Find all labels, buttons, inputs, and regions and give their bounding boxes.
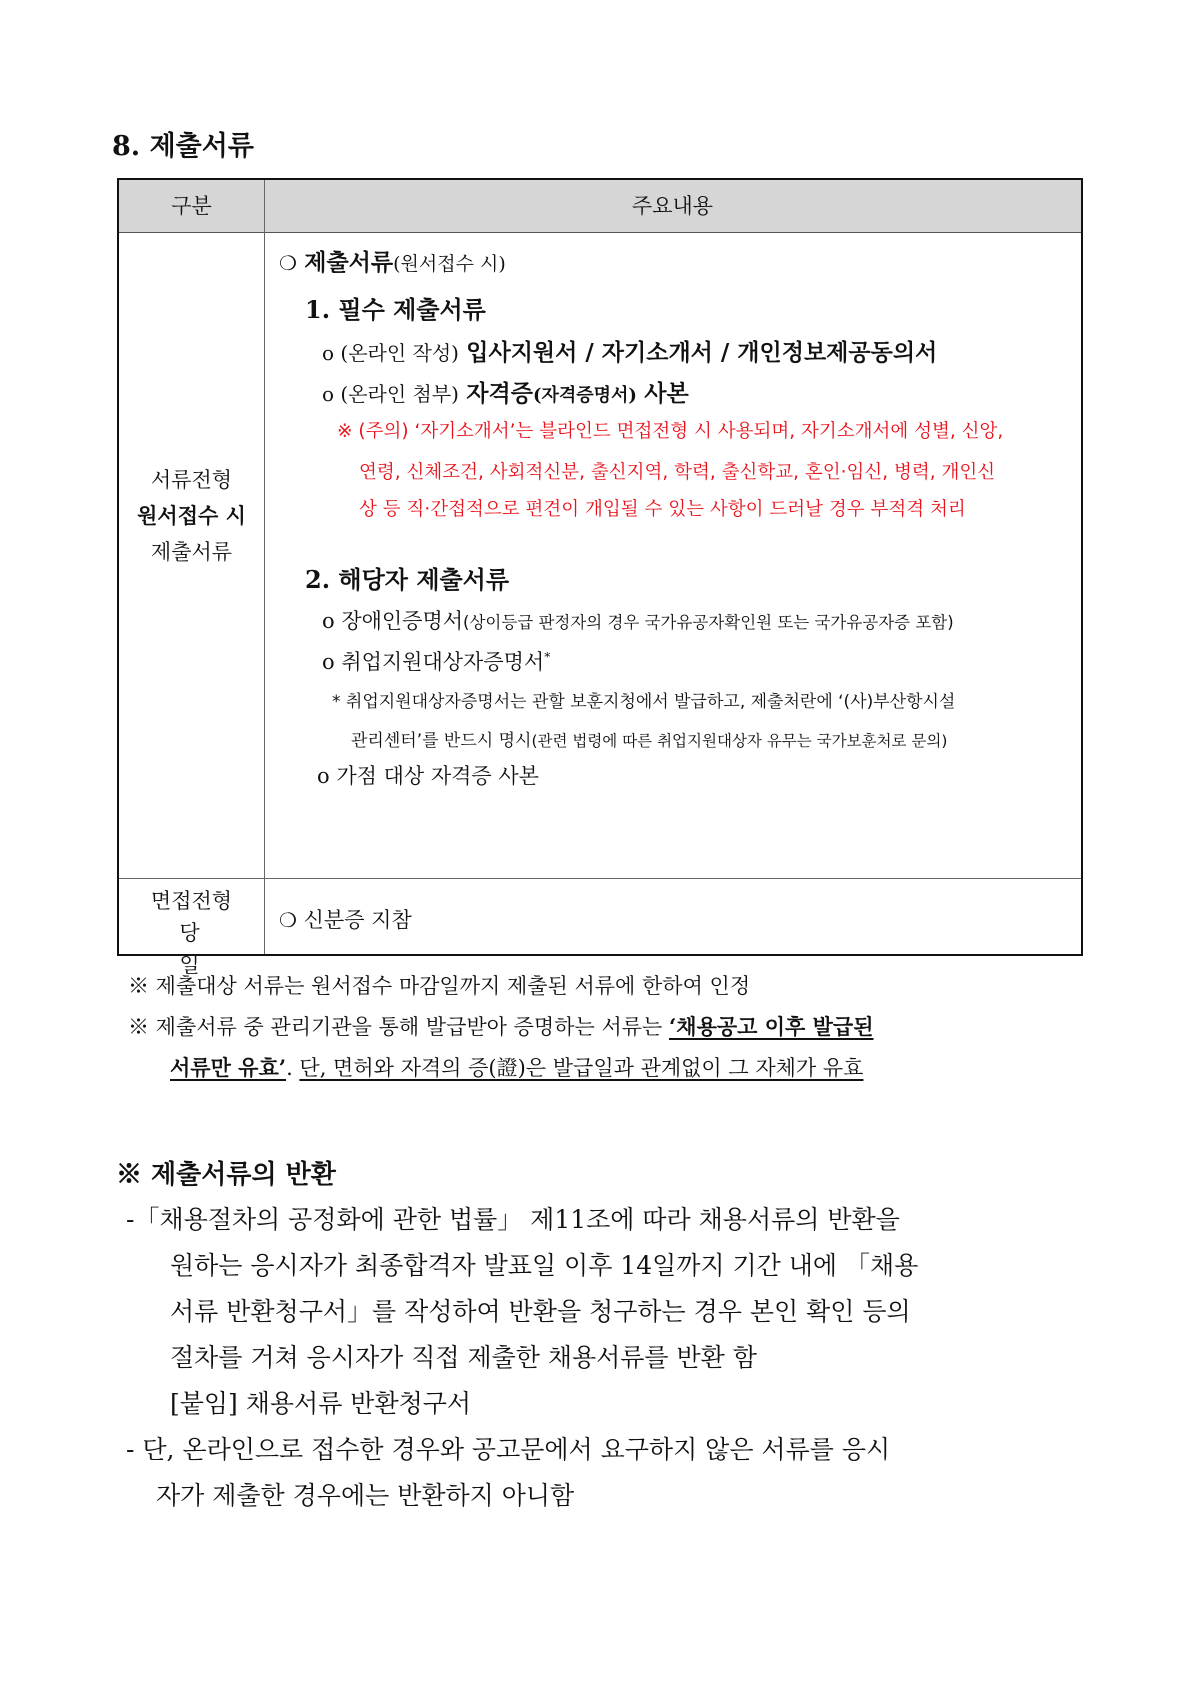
sub2-title: 2. 해당자 제출서류 [305,565,510,594]
header-category: 구분 [171,194,212,218]
row1-category-line1: 서류전형 [150,468,233,492]
row1-category [119,462,264,570]
sub2-item3: o 가점 대상 자격증 사본 [317,764,539,788]
note-3: 서류만 유효’. 단, 면허와 자격의 증(證)은 발급일과 관계없이 그 자체가 유효 [170,1055,864,1080]
row1-bullet-title: ❍ 제출서류(원서접수 시) [279,249,506,276]
row1-category-line2: 원서접수 시 [137,503,246,528]
sub1-title: 1. 필수 제출서류 [305,295,486,324]
return-para1-line4: 절차를 거쳐 응시자가 직접 제출한 채용서류를 반환 함 [170,1343,757,1372]
sub1-item1: o (온라인 작성) 입사지원서 / 자기소개서 / 개인정보제공동의서 [322,340,938,366]
sub2-item2: o 취업지원대상자증명서* [322,650,551,674]
return-attachment: [붙임] 채용서류 반환청구서 [170,1389,472,1418]
warning-line2: 연령, 신체조건, 사회적신분, 출신지역, 학력, 출신학교, 혼인·임신, 병력, 개인신 [359,462,996,483]
row1-category-line3: 제출서류 [150,540,233,564]
return-para1-line3: 서류 반환청구서」를 작성하여 반환을 청구하는 경우 본인 확인 등의 [170,1297,911,1326]
row2-category-line2: 당 일 [179,921,234,977]
row2-category [119,885,264,981]
return-para2-line2: 자가 제출한 경우에는 반환하지 아니함 [156,1481,575,1510]
sub2-item1: o 장애인증명서(상이등급 판정자의 경우 국가유공자확인원 또는 국가유공자증 포함) [322,609,954,633]
circle-bullet-icon: ❍ [279,251,297,275]
sub2-note-line2: 관리센터’를 반드시 명시(관련 법령에 따른 취업지원대상자 유무는 국가보훈처로 문의) [351,731,948,751]
column-divider [264,180,265,954]
sub1-item2: o (온라인 첨부) 자격증(자격증명서) 사본 [322,381,689,407]
header-content: 주요내용 [631,194,714,218]
warning-line3: 상 등 직·간접적으로 편견이 개입될 수 있는 사항이 드러날 경우 부적격 처리 [359,499,966,520]
circle-bullet-icon: ❍ [279,908,297,932]
return-title: ※ 제출서류의 반환 [116,1160,336,1190]
return-para1-line1: -「채용절차의 공정화에 관한 법률」 제11조에 따라 채용서류의 반환을 [126,1205,900,1234]
sub2-note-line1: * 취업지원대상자증명서는 관할 보훈지청에서 발급하고, 제출처란에 ‘(사)부산항시설 [332,692,956,712]
note-2: ※ 제출서류 중 관리기관을 통해 발급받아 증명하는 서류는 ‘채용공고 이후 발급된 [128,1014,874,1039]
documents-table [117,178,1083,977]
return-para2-line1: - 단, 온라인으로 접수한 경우와 공고문에서 요구하지 않은 서류를 응시 [126,1435,891,1464]
row-divider [119,878,1081,879]
note-1: ※ 제출대상 서류는 원서접수 마감일까지 제출된 서류에 한하여 인정 [128,974,751,998]
section-title: 8. 제출서류 [112,131,254,162]
return-para1-line2: 원하는 응시자가 최종합격자 발표일 이후 14일까지 기간 내에 「채용 [170,1251,919,1280]
row2-category-line1: 면접전형 [150,889,233,913]
warning-line1: ※ (주의) ‘자기소개서’는 블라인드 면접전형 시 사용되며, 자기소개서에 성별, 신앙, [337,421,1004,442]
row2-bullet: ❍ 신분증 지참 [279,908,412,932]
